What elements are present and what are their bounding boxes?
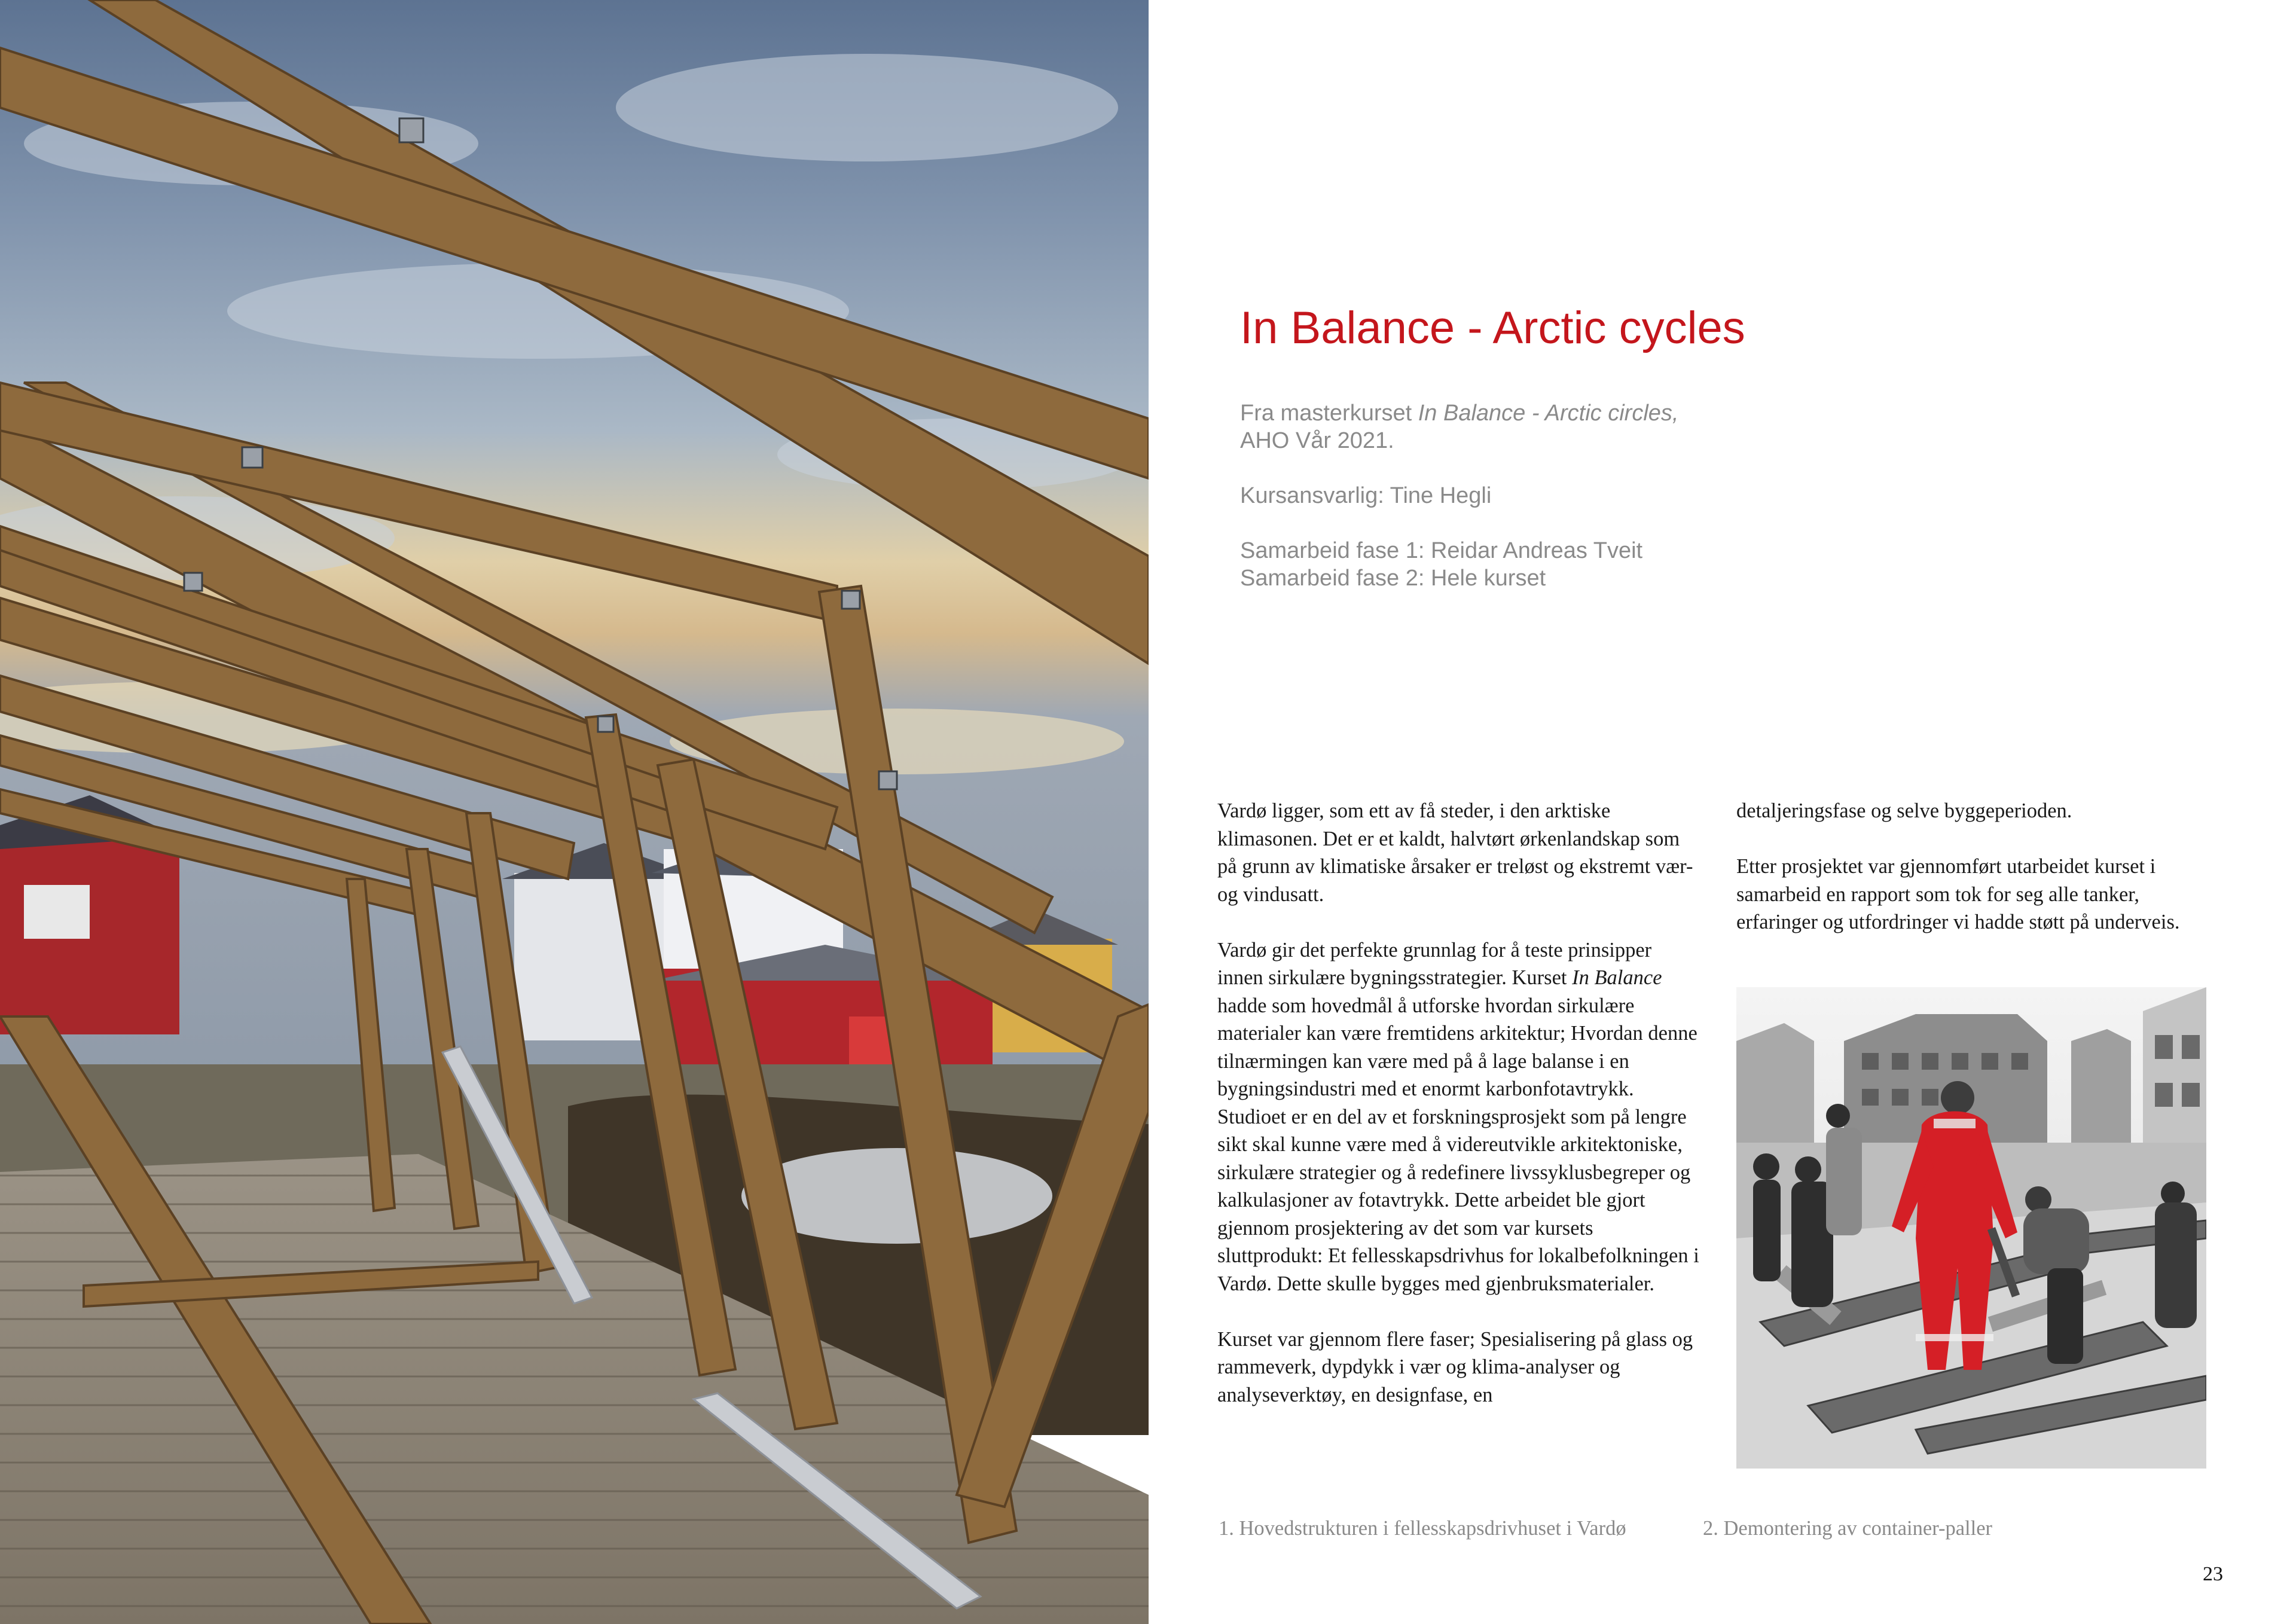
course-info-prefix: Fra masterkurset bbox=[1240, 401, 1418, 426]
caption-photo-2: 2. Demontering av container-paller bbox=[1703, 1517, 1993, 1540]
body-text-column-left bbox=[1217, 797, 1702, 1437]
collaboration-phase-2: Samarbeid fase 2: Hele kurset bbox=[1240, 566, 1546, 591]
course-name: In Balance - Arctic circles, bbox=[1418, 401, 1679, 426]
page-number: 23 bbox=[2203, 1563, 2223, 1585]
body-paragraph-2-rest: hadde som hovedmål å utforske hvordan sirkulære materialer kan være fremtidens arkitektur; Hvordan denne tilnærmingen kan være med på å lage balanse i en bygningsindustri med et enormt karbonfotavtrykk. Studioet er en del av et forskningsprosjekt som på lengre sikt skal kunne være med å videreutvikle arkitektoniske, sirkulære strategier og å redefinere livssyklusbegreper og kalkulasjoner av fotavtrykk. Dette arbeidet ble gjort gjennom prosjektering av det som var kursets sluttprodukt: Et fellesskapsdrivhus for lokalbefolkningen i Vardø. Dette skulle bygges med gjenbruksmaterialer. bbox=[1217, 994, 1699, 1295]
course-name-inline: In Balance bbox=[1572, 966, 1662, 989]
caption-photo-1: 1. Hovedstrukturen i fellesskapsdrivhuset i Vardø bbox=[1219, 1517, 1626, 1540]
course-info bbox=[1240, 399, 1778, 454]
course-intro bbox=[1240, 399, 1778, 619]
body-paragraph-1: Vardø ligger, som ett av få steder, i den arktiske klimasonen. Det er et kaldt, halvtørt ørkenlandskap som på grunn av klimatiske årsaker er treløst og ekstremt vær- og vindusatt. bbox=[1217, 799, 1693, 906]
dismantling-pallets-photo bbox=[1736, 987, 2206, 1469]
course-semester: AHO Vår 2021. bbox=[1240, 428, 1394, 453]
body-paragraph-2-start: Vardø gir det perfekte grunnlag for å teste prinsipper innen sirkulære bygningsstrategier. Kurset bbox=[1217, 938, 1652, 989]
collaboration-info bbox=[1240, 537, 1778, 592]
collaboration-phase-1: Samarbeid fase 1: Reidar Andreas Tveit bbox=[1240, 538, 1643, 563]
body-paragraph-4: Etter prosjektet var gjennomført utarbeidet kurset i samarbeid en rapport som tok for seg alle tanker, erfaringer og utfordringer vi hadde støtt på underveis. bbox=[1736, 855, 2180, 933]
body-paragraph-3-continued: detaljeringsfase og selve byggeperioden. bbox=[1736, 799, 2072, 822]
course-responsible: Kursansvarlig: Tine Hegli bbox=[1240, 483, 1492, 508]
page-title: In Balance - Arctic cycles bbox=[1240, 303, 1745, 353]
body-paragraph-2 bbox=[1217, 936, 1702, 1298]
body-paragraph-3: Kurset var gjennom flere faser; Spesialisering på glass og rammeverk, dypdykk i vær og klima-analyser og analyseverktøy, en designfase, en bbox=[1217, 1327, 1693, 1406]
body-text-column-right bbox=[1736, 797, 2215, 964]
